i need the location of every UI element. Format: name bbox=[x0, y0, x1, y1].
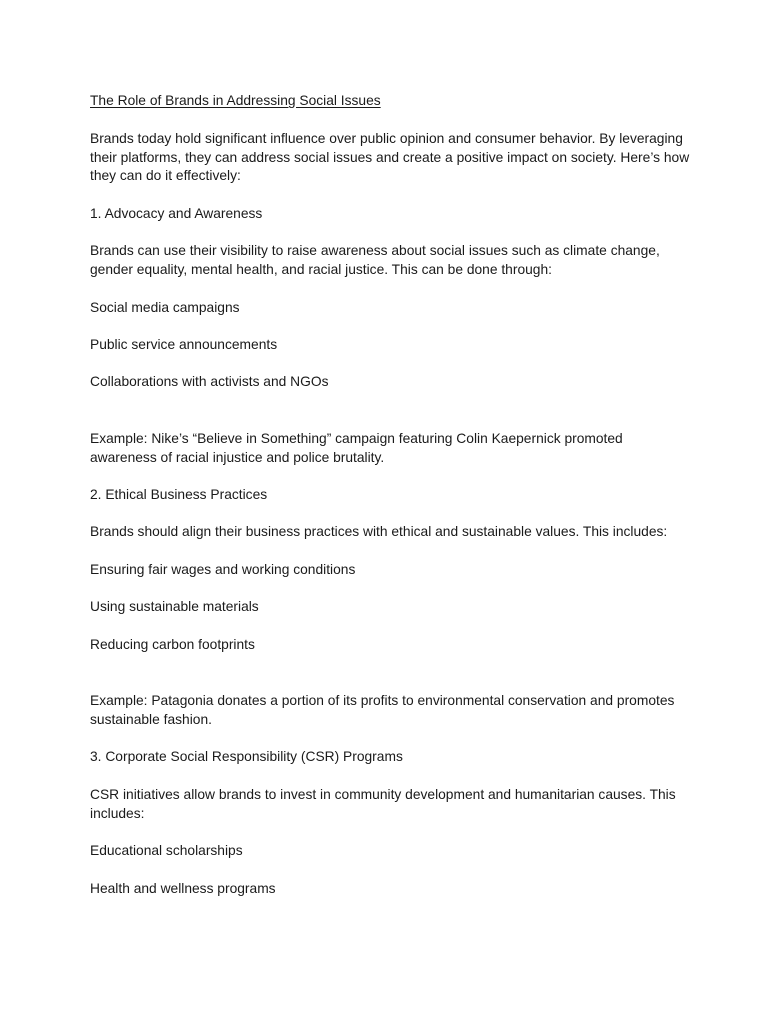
ethical-practices-paragraph: Brands should align their business practices with ethical and sustainable values. This includes: bbox=[90, 524, 668, 539]
section-heading-csr: 3. Corporate Social Responsibility (CSR) Programs bbox=[90, 749, 403, 764]
list-item: Health and wellness programs bbox=[90, 881, 276, 896]
list-item: Ensuring fair wages and working conditions bbox=[90, 562, 356, 577]
intro-paragraph: Brands today hold significant influence over public opinion and consumer behavior. By leveraging their platforms, they can address social issues and create a positive impact on society. Here’s how they can do it effectively: bbox=[90, 131, 690, 183]
list-item: Public service announcements bbox=[90, 337, 278, 352]
list-item: Reducing carbon footprints bbox=[90, 637, 255, 652]
section-heading-advocacy: 1. Advocacy and Awareness bbox=[90, 206, 263, 221]
list-item: Collaborations with activists and NGOs bbox=[90, 374, 329, 389]
list-item: Social media campaigns bbox=[90, 300, 240, 315]
section-heading-ethical-practices: 2. Ethical Business Practices bbox=[90, 487, 268, 502]
list-item: Educational scholarships bbox=[90, 843, 243, 858]
advocacy-paragraph: Brands can use their visibility to raise awareness about social issues such as climate change, gender equality, mental health, and racial justice. This can be done through: bbox=[90, 243, 660, 277]
document-title: The Role of Brands in Addressing Social Issues bbox=[90, 93, 381, 108]
csr-paragraph: CSR initiatives allow brands to invest in community development and humanitarian causes. This includes: bbox=[90, 787, 676, 821]
example-paragraph-patagonia: Example: Patagonia donates a portion of its profits to environmental conservation and promotes sustainable fashion. bbox=[90, 693, 675, 727]
list-item: Using sustainable materials bbox=[90, 599, 259, 614]
example-paragraph-nike: Example: Nike’s “Believe in Something” campaign featuring Colin Kaepernick promoted awareness of racial injustice and police brutality. bbox=[90, 431, 623, 465]
